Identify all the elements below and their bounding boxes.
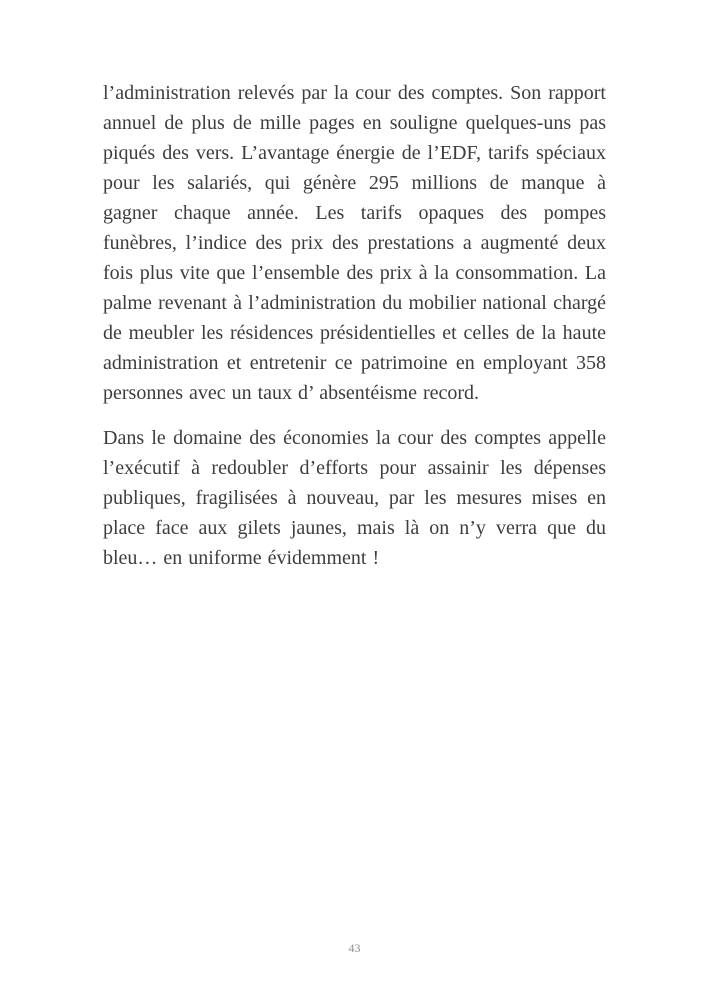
paragraph-2: Dans le domaine des économies la cour des comptes appelle l’exécutif à redoubler d’efforts pour assainir les dépenses publiques, fragilisées à nouveau, par les mesures mises en place face aux gilets jaunes, mais là on n’y verra que du bleu… en uniforme évidemment ! xyxy=(103,427,606,569)
page-number: 43 xyxy=(348,941,361,955)
paragraph-1: l’administration relevés par la cour des comptes. Son rapport annuel de plus de mille pages en souligne quelques-uns pas piqués des vers. L’avantage énergie de l’EDF, tarifs spéciaux pour les salariés, qui génère 295 millions de manque à gagner chaque année. Les tarifs opaques des pompes funèbres, l’indice des prix des prestations a augmenté deux fois plus vite que l’ensemble des prix à la consommation. La palme revenant à l’administration du mobilier national chargé de meubler les résidences présidentielles et celles de la haute administration et entretenir ce patrimoine en employant 358 personnes avec un taux d’ absentéisme record. xyxy=(103,82,606,404)
page-body xyxy=(103,78,606,588)
